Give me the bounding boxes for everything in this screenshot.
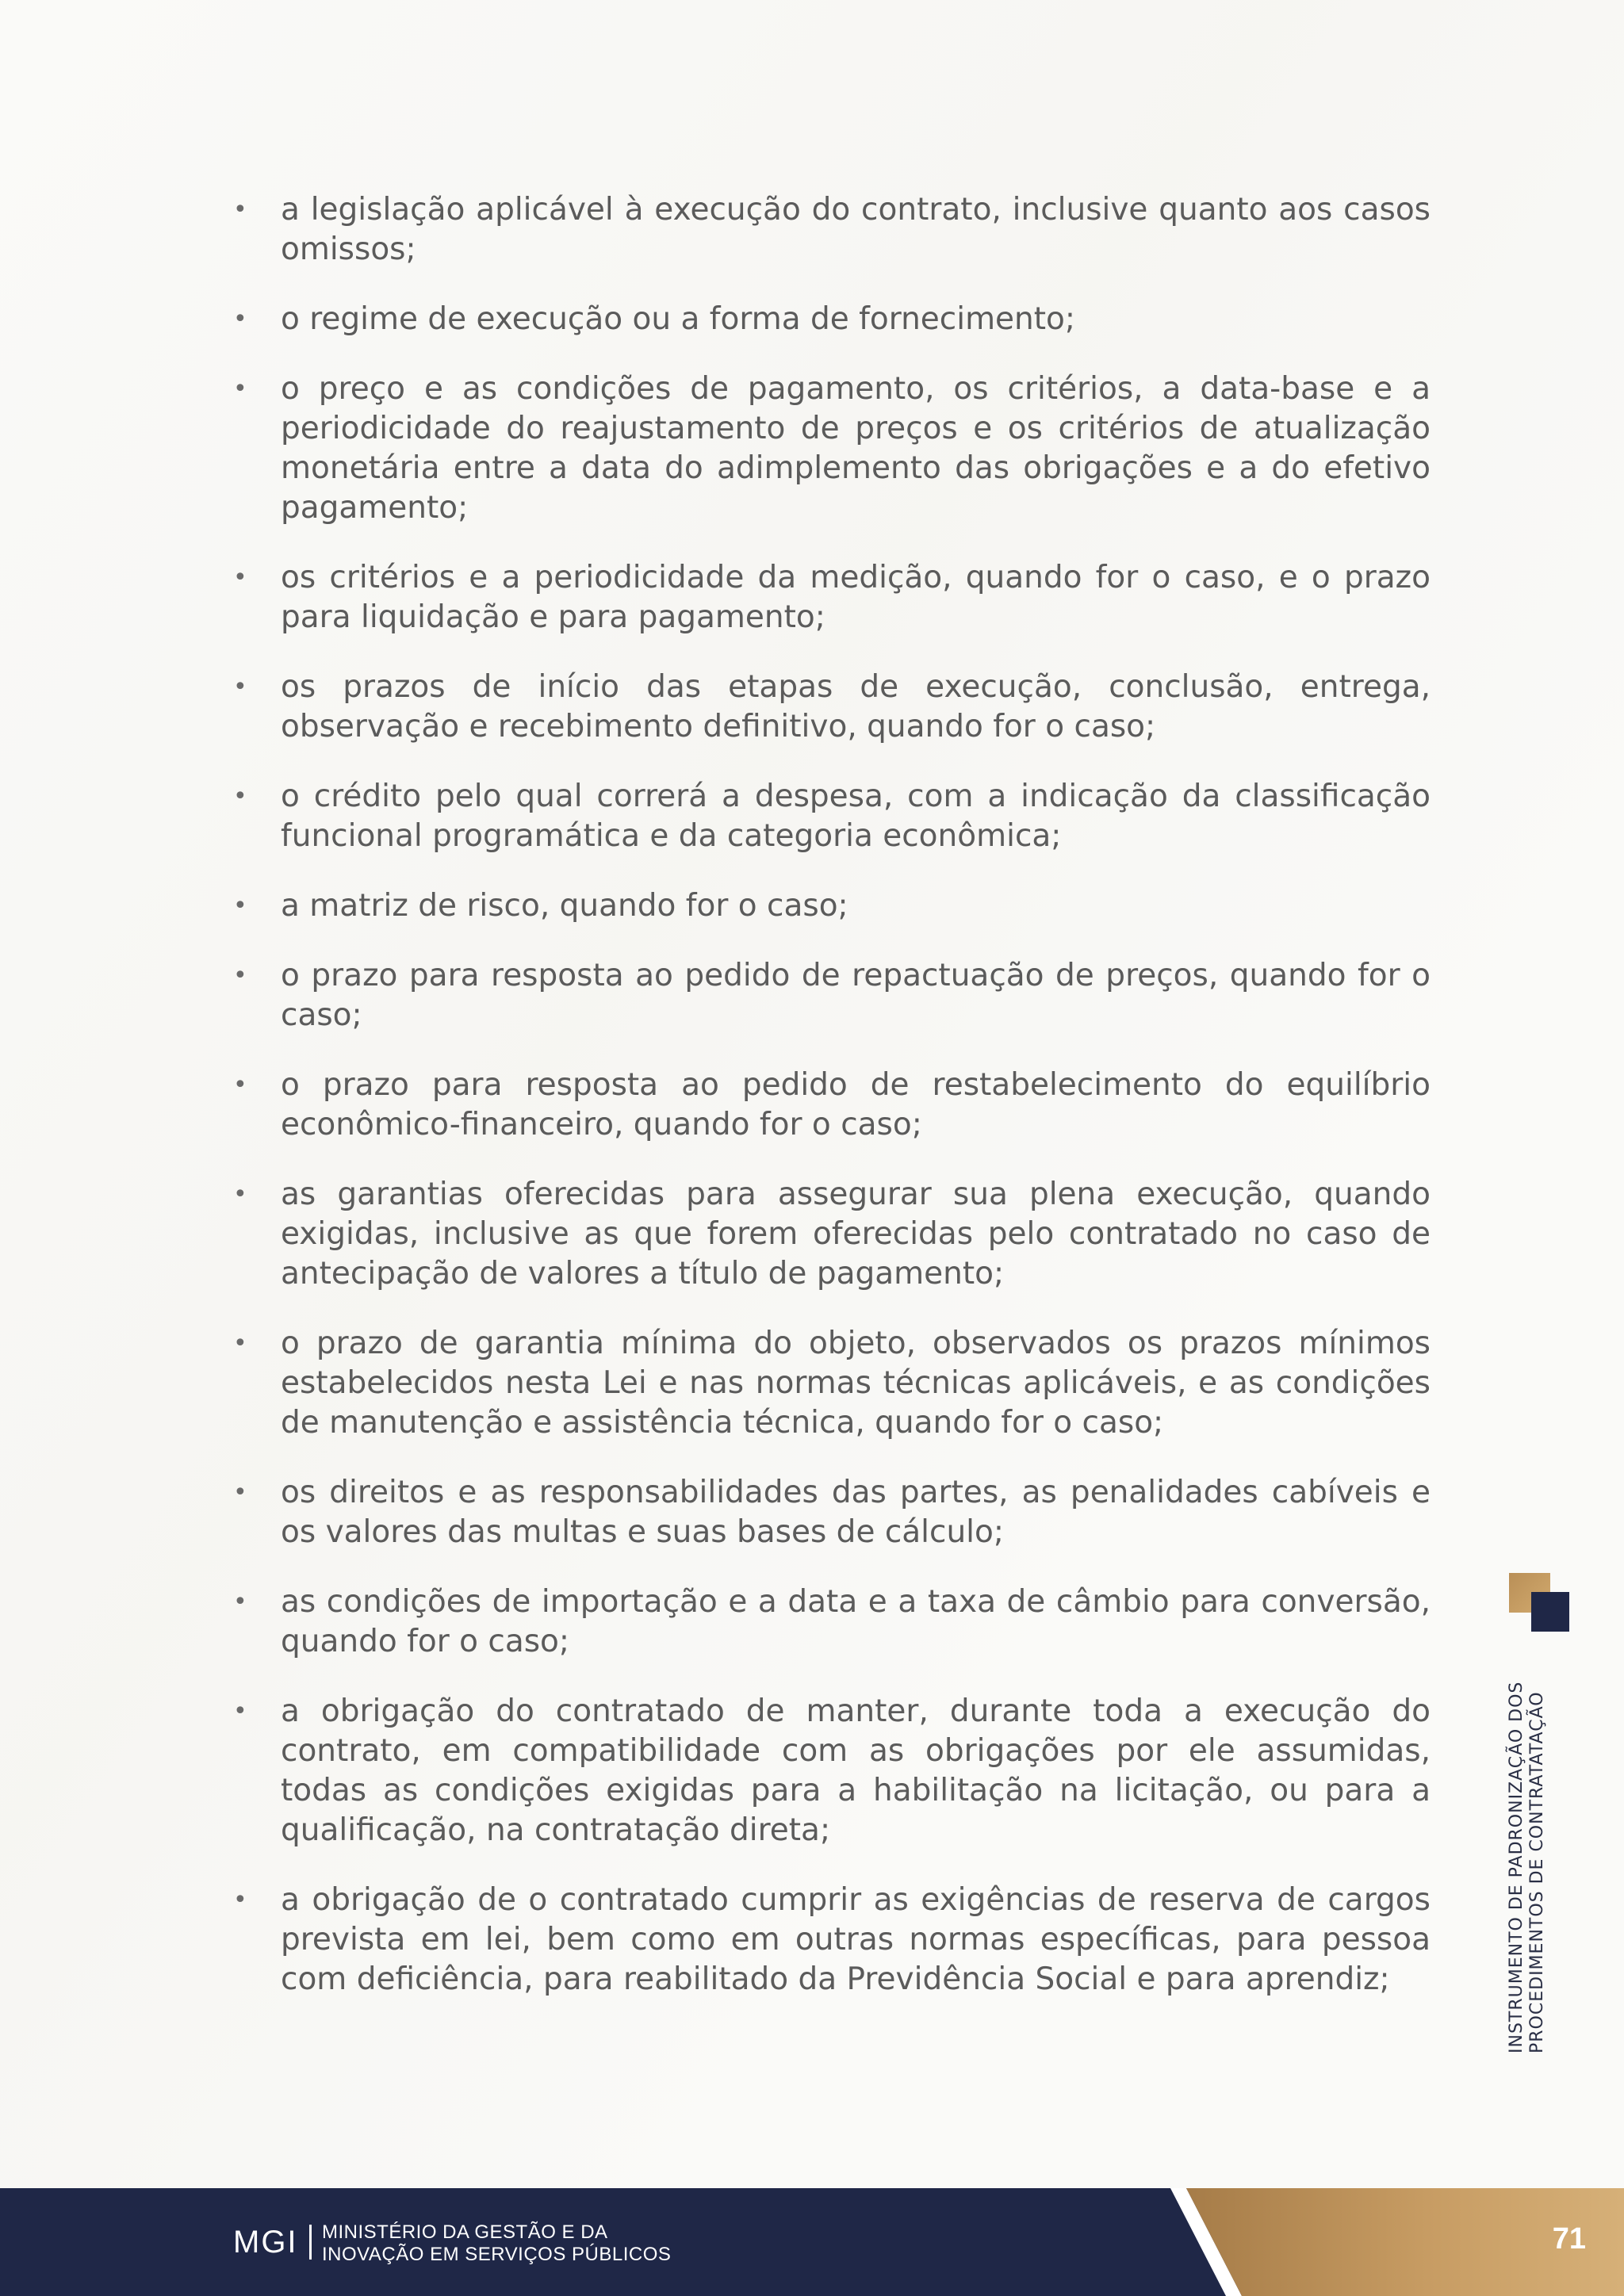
list-item-text: as garantias oferecidas para assegurar sua plena execução, quando exigidas, inclusive as que forem oferecidas pelo contratado no caso de antecipação de valores a título de pagamento;: [281, 1177, 1431, 1292]
list-item: [224, 886, 1431, 926]
bullet-icon: •: [233, 1330, 247, 1357]
list-item-text: os prazos de início das etapas de execução, conclusão, entrega, observação e recebimento definitivo, quando for o caso;: [281, 669, 1431, 744]
list-item: [224, 1473, 1431, 1552]
bullet-icon: •: [233, 783, 247, 810]
bullet-icon: •: [233, 1697, 247, 1725]
bullet-icon: •: [233, 305, 247, 333]
list-item: [224, 668, 1431, 747]
list-item-text: a legislação aplicável à execução do contrato, inclusive quanto aos casos omissos;: [281, 192, 1431, 267]
list-item: [224, 777, 1431, 856]
bullet-icon: •: [233, 1886, 247, 1914]
decorative-squares-icon: [1509, 1573, 1569, 1632]
list-item-text: a obrigação de o contratado cumprir as exigências de reserva de cargos prevista em lei, bem como em outras normas específicas, para pessoa com deficiência, para reabilitado da Previdência Social e para aprendiz;: [281, 1882, 1431, 1997]
list-item-text: o regime de execução ou a forma de fornecimento;: [281, 301, 1076, 337]
navy-square: [1531, 1592, 1569, 1632]
list-item: [224, 1582, 1431, 1662]
ministry-name-line-1: MINISTÉRIO DA GESTÃO E DA: [322, 2221, 608, 2243]
logo-divider: [309, 2225, 312, 2260]
ministry-name-line-2: INOVAÇÃO EM SERVIÇOS PÚBLICOS: [322, 2244, 672, 2265]
ministry-name: [322, 2221, 671, 2266]
list-item: [224, 558, 1431, 637]
side-title-line-1: INSTRUMENTO DE PADRONIZAÇÃO DOS: [1507, 1681, 1526, 2053]
side-title-line-2: PROCEDIMENTOS DE CONTRATATAÇÃO: [1527, 1691, 1547, 2053]
bullet-icon: •: [233, 1588, 247, 1616]
list-item: [224, 300, 1431, 339]
list-item-text: a obrigação do contratado de manter, durante toda a execução do contrato, em compatibilidade com as obrigações por ele assumidas, todas as condições exigidas para a habilitação na licitação, ou para a qualificação, na contratação direta;: [281, 1693, 1431, 1848]
list-item-text: o prazo para resposta ao pedido de repactuação de preços, quando for o caso;: [281, 958, 1431, 1033]
clause-list: [224, 190, 1431, 2030]
list-item-text: os direitos e as responsabilidades das partes, as penalidades cabíveis e os valores das multas e suas bases de cálculo;: [281, 1475, 1431, 1550]
list-item: [224, 1324, 1431, 1443]
list-item-text: os critérios e a periodicidade da medição, quando for o caso, e o prazo para liquidação e para pagamento;: [281, 560, 1431, 635]
bullet-icon: •: [233, 673, 247, 701]
page-number: 71: [1552, 2222, 1586, 2256]
bullet-icon: •: [233, 196, 247, 224]
side-document-title: [1507, 1641, 1548, 2053]
list-item: [224, 956, 1431, 1035]
list-item-text: o crédito pelo qual correrá a despesa, com a indicação da classificação funcional programática e da categoria econômica;: [281, 779, 1431, 854]
list-item: [224, 1881, 1431, 1999]
page-footer: [0, 2188, 1624, 2296]
list-item: [224, 369, 1431, 528]
bullet-icon: •: [233, 375, 247, 403]
list-item-text: o prazo para resposta ao pedido de restabelecimento do equilíbrio econômico-financeiro, quando for o caso;: [281, 1067, 1431, 1142]
list-item: [224, 1066, 1431, 1145]
bullet-icon: •: [233, 892, 247, 920]
list-item-text: a matriz de risco, quando for o caso;: [281, 888, 848, 924]
list-item: [224, 1175, 1431, 1294]
bullet-icon: •: [233, 1181, 247, 1208]
bullet-icon: •: [233, 1479, 247, 1506]
mgi-logo: MGI: [233, 2225, 298, 2260]
bullet-icon: •: [233, 564, 247, 591]
bullet-icon: •: [233, 962, 247, 989]
list-item: [224, 1692, 1431, 1850]
bullet-icon: •: [233, 1071, 247, 1099]
list-item-text: o preço e as condições de pagamento, os critérios, a data-base e a periodicidade do reajustamento de preços e os critérios de atualização monetária entre a data do adimplemento das obrigações e a do efetivo pagamento;: [281, 371, 1431, 526]
list-item-text: as condições de importação e a data e a taxa de câmbio para conversão, quando for o caso;: [281, 1584, 1431, 1659]
list-item-text: o prazo de garantia mínima do objeto, observados os prazos mínimos estabelecidos nesta Lei e nas normas técnicas aplicáveis, e as condições de manutenção e assistência técnica, quando for o caso;: [281, 1326, 1431, 1441]
list-item: [224, 190, 1431, 270]
